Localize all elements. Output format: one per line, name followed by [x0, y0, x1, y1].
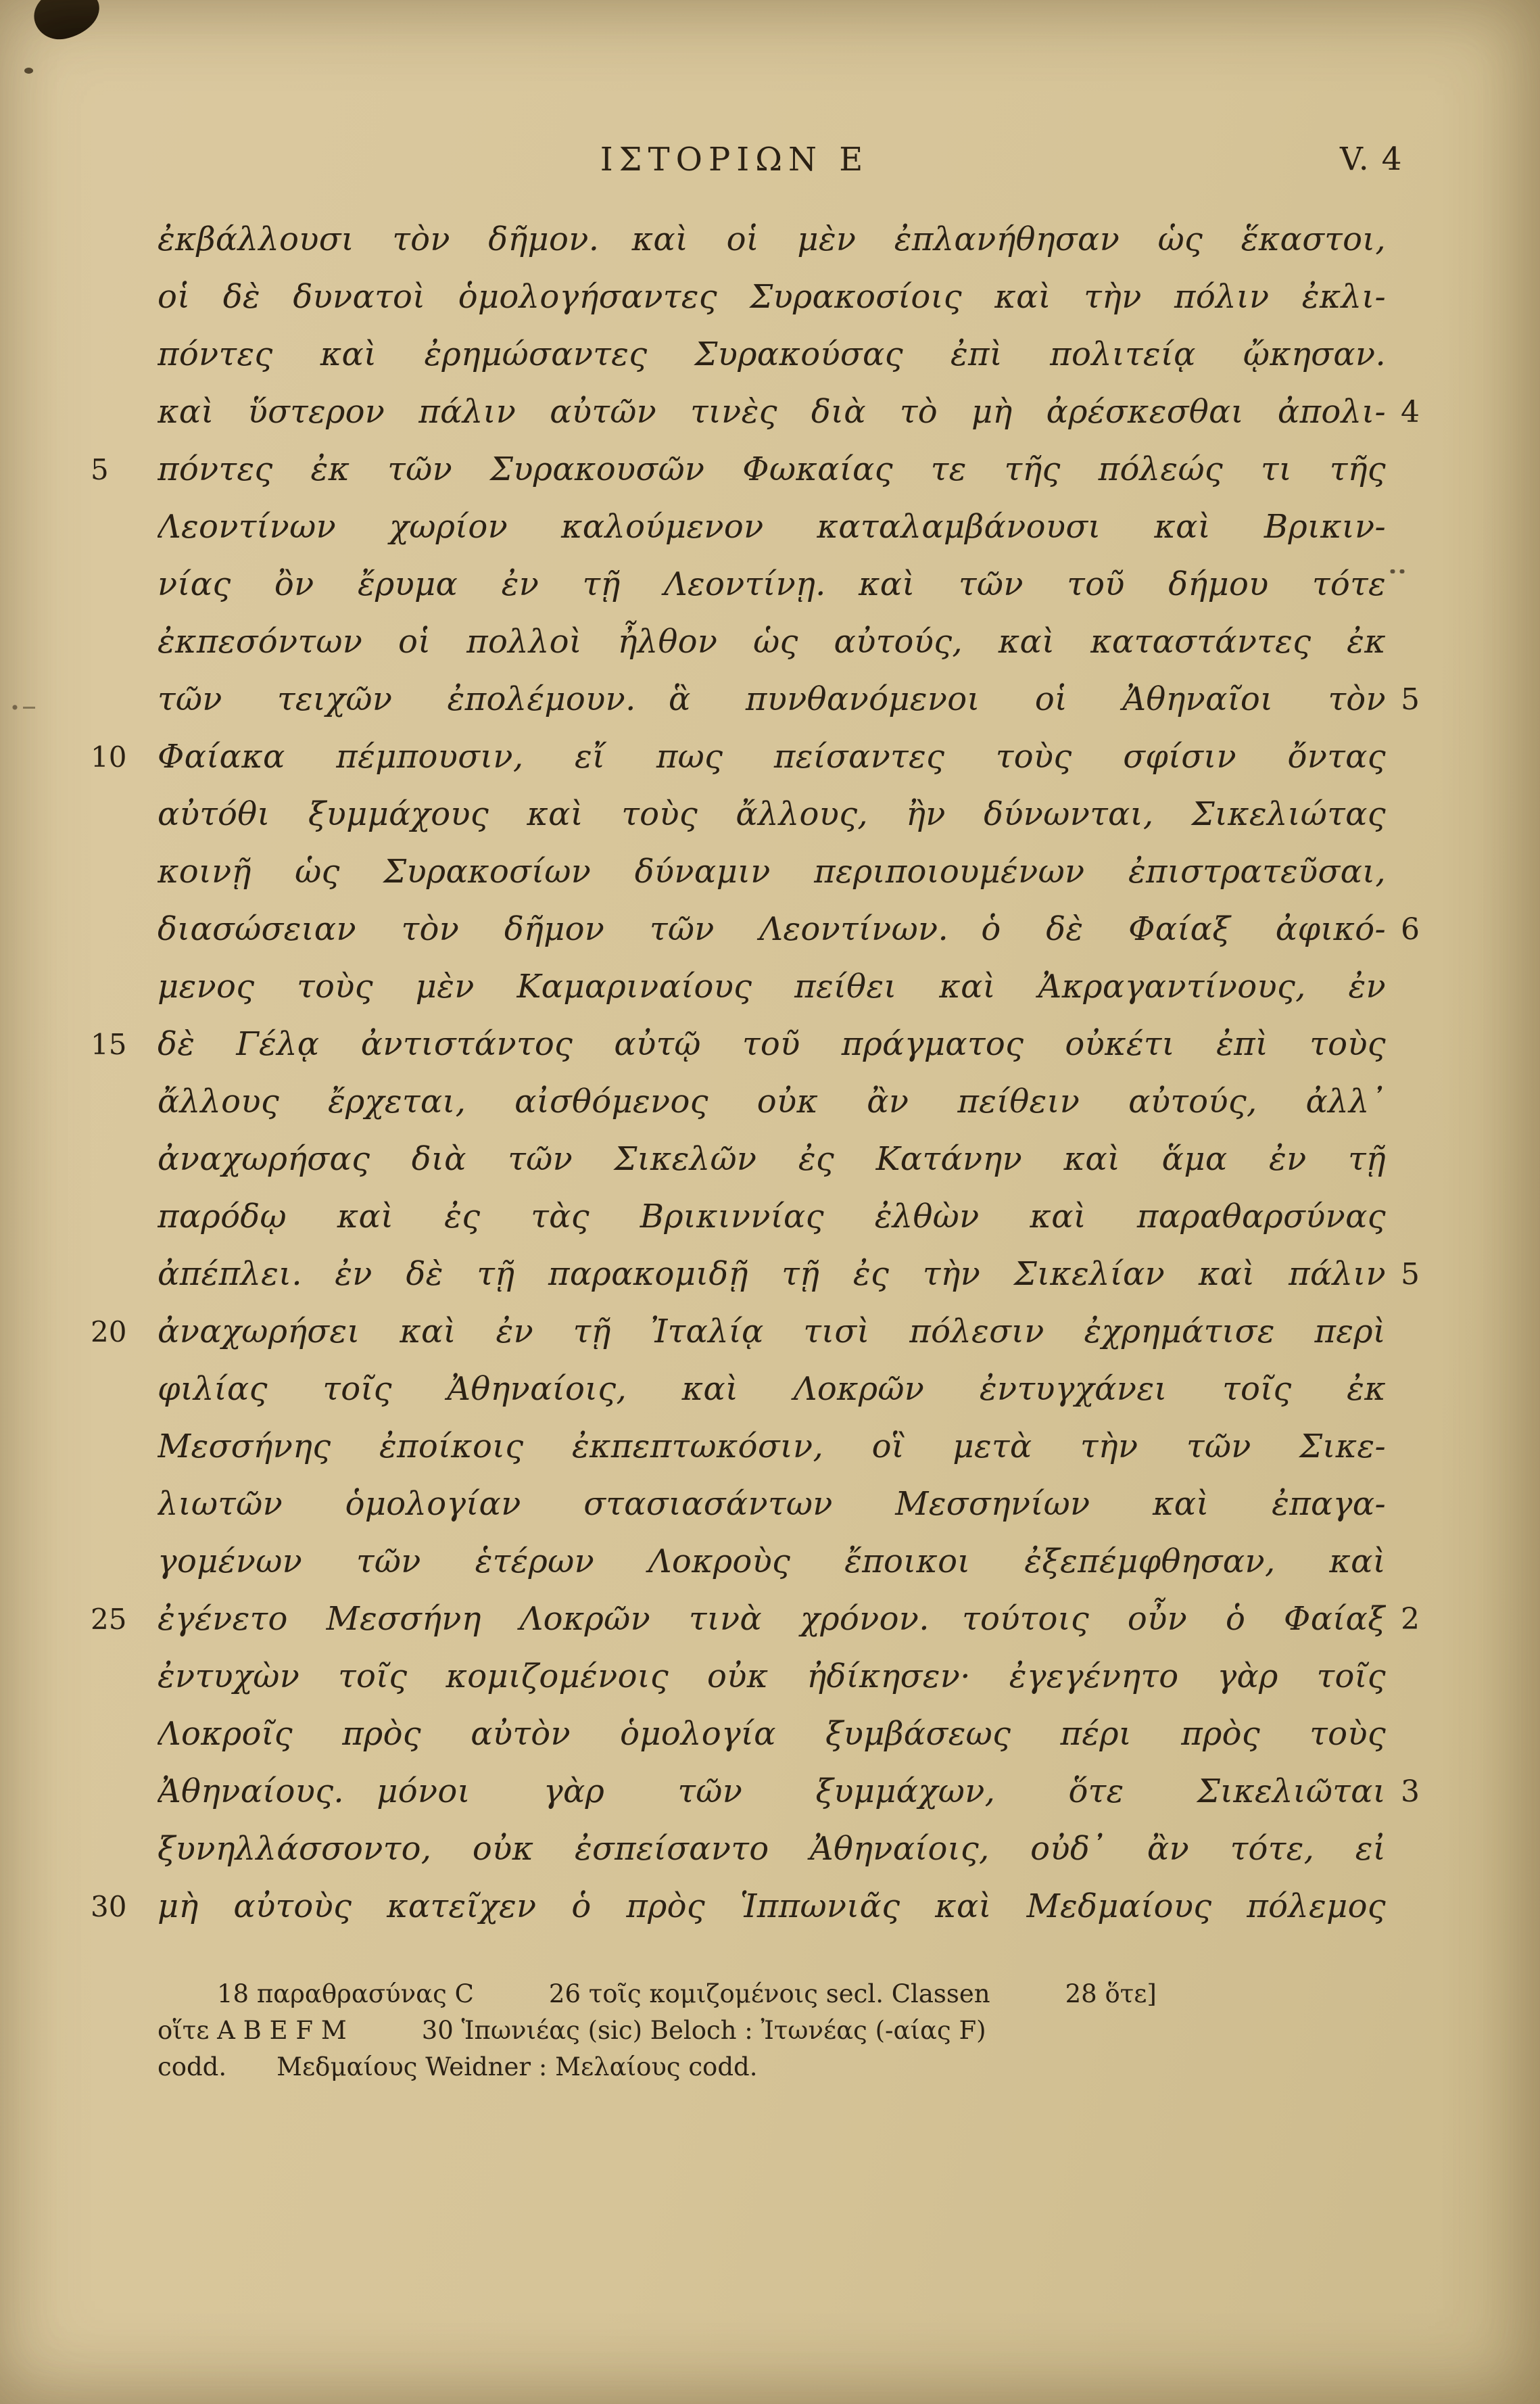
section-number [1386, 556, 1540, 613]
greek-text-line: τῶν τειχῶν ἐπολέμουν. ἃ πυνθανόμενοι οἱ Ἀθηναῖοι τὸν [158, 680, 1386, 718]
text-line-row [0, 1590, 1540, 1648]
line-number [0, 1763, 158, 1820]
line-number: 20 [91, 1315, 127, 1348]
text-line-row [0, 1533, 1540, 1590]
text-line-row [0, 958, 1540, 1016]
greek-text-line: ἐκβάλλουσι τὸν δῆμον. καὶ οἱ μὲν ἐπλανήθησαν ὡς ἕκαστοι, [158, 220, 1386, 258]
line-number [0, 1418, 158, 1476]
page-reference: V. 4 [1340, 141, 1403, 178]
greek-text-line: μενος τοὺς μὲν Καμαριναίους πείθει καὶ Ἀκραγαντίνους, ἐν [158, 968, 1386, 1006]
greek-text-line: ξυνηλλάσσοντο, οὐκ ἐσπείσαντο Ἀθηναίοις, οὐδ᾽ ἂν τότε, εἰ [158, 1830, 1386, 1868]
greek-text-line: Μεσσήνης ἐποίκοις ἐκπεπτωκόσιν, οἳ μετὰ τὴν τῶν Σικε- [158, 1428, 1386, 1465]
text-line-row [0, 671, 1540, 728]
section-number: 6 [1401, 912, 1420, 947]
apparatus-line: οἵτε A B E F M 30 Ἱπωνιέας (sic) Beloch : Ἰτωνέας (-αίας F) [158, 2016, 986, 2045]
section-number [1386, 958, 1540, 1016]
line-number [0, 843, 158, 901]
text-line-row [0, 1303, 1540, 1361]
text-line-row [0, 498, 1540, 556]
text-line-row [0, 1361, 1540, 1418]
text-line-row [0, 1016, 1540, 1073]
greek-text-line: κοινῇ ὡς Συρακοσίων δύναμιν περιποιουμένων ἐπιστρατεῦσαι, [158, 853, 1386, 891]
text-line-row [0, 843, 1540, 901]
line-number [0, 556, 158, 613]
greek-text-line: καὶ ὕστερον πάλιν αὐτῶν τινὲς διὰ τὸ μὴ ἀρέσκεσθαι ἀπολι- [158, 393, 1386, 431]
text-line-row [0, 1820, 1540, 1878]
greek-text-line: φιλίας τοῖς Ἀθηναίοις, καὶ Λοκρῶν ἐντυγχάνει τοῖς ἐκ [158, 1370, 1386, 1408]
greek-text-line: Λοκροῖς πρὸς αὐτὸν ὁμολογία ξυμβάσεως πέρι πρὸς τοὺς [158, 1715, 1386, 1753]
greek-text-line: Λεοντίνων χωρίον καλούμενον καταλαμβάνουσι καὶ Βρικιν- [158, 508, 1386, 546]
line-number [0, 1188, 158, 1246]
text-line-row [0, 268, 1540, 326]
section-number [1386, 843, 1540, 901]
text-line-row [0, 383, 1540, 441]
section-number [1386, 1016, 1540, 1073]
line-number: 25 [91, 1603, 127, 1636]
section-number [1386, 1131, 1540, 1188]
greek-text-line: λιωτῶν ὁμολογίαν στασιασάντων Μεσσηνίων καὶ ἐπαγα- [158, 1485, 1386, 1523]
text-line-row [0, 901, 1540, 958]
line-number [0, 1533, 158, 1590]
greek-text-line: πόντες καὶ ἐρημώσαντες Συρακούσας ἐπὶ πολιτείᾳ ᾤκησαν. [158, 335, 1386, 373]
ink-blot-artifact [30, 0, 105, 44]
section-number [1386, 1361, 1540, 1418]
text-line-row [0, 1763, 1540, 1820]
section-number [1386, 1418, 1540, 1476]
greek-text-line: νίας ὂν ἔρυμα ἐν τῇ Λεοντίνῃ. καὶ τῶν τοῦ δήμου τότε [158, 565, 1386, 603]
greek-text-line: πόντες ἐκ τῶν Συρακουσῶν Φωκαίας τε τῆς πόλεώς τι τῆς [158, 450, 1386, 488]
line-number [0, 268, 158, 326]
section-number [1386, 1073, 1540, 1131]
line-number [0, 1073, 158, 1131]
section-number [1386, 1878, 1540, 1935]
text-line-row [0, 1131, 1540, 1188]
text-line-row [0, 613, 1540, 671]
section-number [1386, 1476, 1540, 1533]
section-number [1386, 1188, 1540, 1246]
text-line-row [0, 326, 1540, 383]
greek-text-line: ἀπέπλει. ἐν δὲ τῇ παρακομιδῇ τῇ ἐς τὴν Σικελίαν καὶ πάλιν [158, 1255, 1386, 1293]
greek-text-line: ἀναχωρήσει καὶ ἐν τῇ Ἰταλίᾳ τισὶ πόλεσιν ἐχρημάτισε περὶ [158, 1313, 1386, 1350]
line-number [0, 211, 158, 268]
section-number [1386, 498, 1540, 556]
greek-text-line: γομένων τῶν ἑτέρων Λοκροὺς ἔποικοι ἐξεπέμφθησαν, καὶ [158, 1542, 1386, 1580]
line-number [0, 671, 158, 728]
section-number: 5 [1401, 1257, 1420, 1292]
section-number: 2 [1401, 1602, 1420, 1636]
text-line-row [0, 1476, 1540, 1533]
greek-text-line: Φαίακα πέμπουσιν, εἴ πως πείσαντες τοὺς σφίσιν ὄντας [158, 738, 1386, 776]
section-number [1386, 613, 1540, 671]
section-number: 3 [1401, 1774, 1420, 1809]
line-number [0, 786, 158, 843]
text-line-row [0, 1188, 1540, 1246]
line-number [0, 1131, 158, 1188]
line-number [0, 1361, 158, 1418]
greek-text-line: ἐντυχὼν τοῖς κομιζομένοις οὐκ ἠδίκησεν· ἐγεγένητο γὰρ τοῖς [158, 1657, 1386, 1695]
line-number [0, 383, 158, 441]
line-number: 10 [91, 740, 127, 774]
section-number [1386, 268, 1540, 326]
line-number: 15 [91, 1028, 127, 1061]
greek-text-line: δὲ Γέλᾳ ἀντιστάντος αὐτῷ τοῦ πράγματος οὐκέτι ἐπὶ τοὺς [158, 1025, 1386, 1063]
text-line-row [0, 441, 1540, 498]
line-number [0, 1705, 158, 1763]
section-number [1386, 1705, 1540, 1763]
section-number: 4 [1401, 395, 1420, 429]
line-number [0, 498, 158, 556]
section-number [1386, 786, 1540, 843]
line-number: 30 [91, 1890, 127, 1923]
text-line-row [0, 1418, 1540, 1476]
line-number [0, 613, 158, 671]
line-number [0, 1476, 158, 1533]
greek-text-line: οἱ δὲ δυνατοὶ ὁμολογήσαντες Συρακοσίοις καὶ τὴν πόλιν ἐκλι- [158, 278, 1386, 316]
section-number [1386, 326, 1540, 383]
greek-text-line: διασώσειαν τὸν δῆμον τῶν Λεοντίνων. ὁ δὲ Φαίαξ ἀφικό- [158, 910, 1386, 948]
greek-text-line: ἐγένετο Μεσσήνη Λοκρῶν τινὰ χρόνον. τούτοις οὖν ὁ Φαίαξ [158, 1600, 1386, 1638]
greek-text-line: μὴ αὐτοὺς κατεῖχεν ὁ πρὸς Ἱππωνιᾶς καὶ Μεδμαίους πόλεμος [158, 1887, 1386, 1925]
text-line-row [0, 1878, 1540, 1935]
text-line-row [0, 1073, 1540, 1131]
section-number [1386, 211, 1540, 268]
line-number [0, 326, 158, 383]
section-number [1386, 1533, 1540, 1590]
greek-text-line: ἐκπεσόντων οἱ πολλοὶ ἦλθον ὡς αὐτούς, καὶ καταστάντες ἐκ [158, 623, 1386, 661]
text-line-row [0, 1705, 1540, 1763]
text-line-row [0, 556, 1540, 613]
section-number [1386, 728, 1540, 786]
text-block [0, 211, 1540, 1935]
running-header [158, 141, 1386, 184]
text-line-row [0, 728, 1540, 786]
section-number [1386, 1820, 1540, 1878]
section-number: 5 [1401, 682, 1420, 717]
apparatus-line: 18 παραθρασύνας C 26 τοῖς κομιζομένοις secl. Classen 28 ὅτε] [217, 1979, 1157, 2008]
line-number [0, 1648, 158, 1705]
section-number [1386, 1303, 1540, 1361]
line-number [0, 1246, 158, 1303]
greek-text-line: αὐτόθι ξυμμάχους καὶ τοὺς ἄλλους, ἢν δύνωνται, Σικελιώτας [158, 795, 1386, 833]
line-number: 5 [91, 453, 109, 486]
line-number [0, 958, 158, 1016]
greek-text-line: Ἀθηναίους. μόνοι γὰρ τῶν ξυμμάχων, ὅτε Σικελιῶται [158, 1772, 1386, 1810]
apparatus-block [158, 1976, 1386, 2085]
text-line-row [0, 786, 1540, 843]
text-line-row [0, 1648, 1540, 1705]
greek-text-line: ἄλλους ἔρχεται, αἰσθόμενος οὐκ ἂν πείθειν αὐτούς, ἀλλ᾽ [158, 1083, 1386, 1121]
section-number [1386, 1648, 1540, 1705]
line-number [0, 901, 158, 958]
scan-speck-artifact [24, 68, 33, 74]
header-title: ΙΣΤΟΡΙΩΝ Ε [600, 141, 869, 179]
line-number [0, 1820, 158, 1878]
greek-text-line: ἀναχωρήσας διὰ τῶν Σικελῶν ἐς Κατάνην καὶ ἅμα ἐν τῇ [158, 1140, 1386, 1178]
apparatus-line: codd. Μεδμαίους Weidner : Μελαίους codd. [158, 2052, 758, 2081]
greek-text-line: παρόδῳ καὶ ἐς τὰς Βρικιννίας ἐλθὼν καὶ παραθαρσύνας [158, 1198, 1386, 1235]
text-line-row [0, 211, 1540, 268]
section-number [1386, 441, 1540, 498]
text-line-row [0, 1246, 1540, 1303]
